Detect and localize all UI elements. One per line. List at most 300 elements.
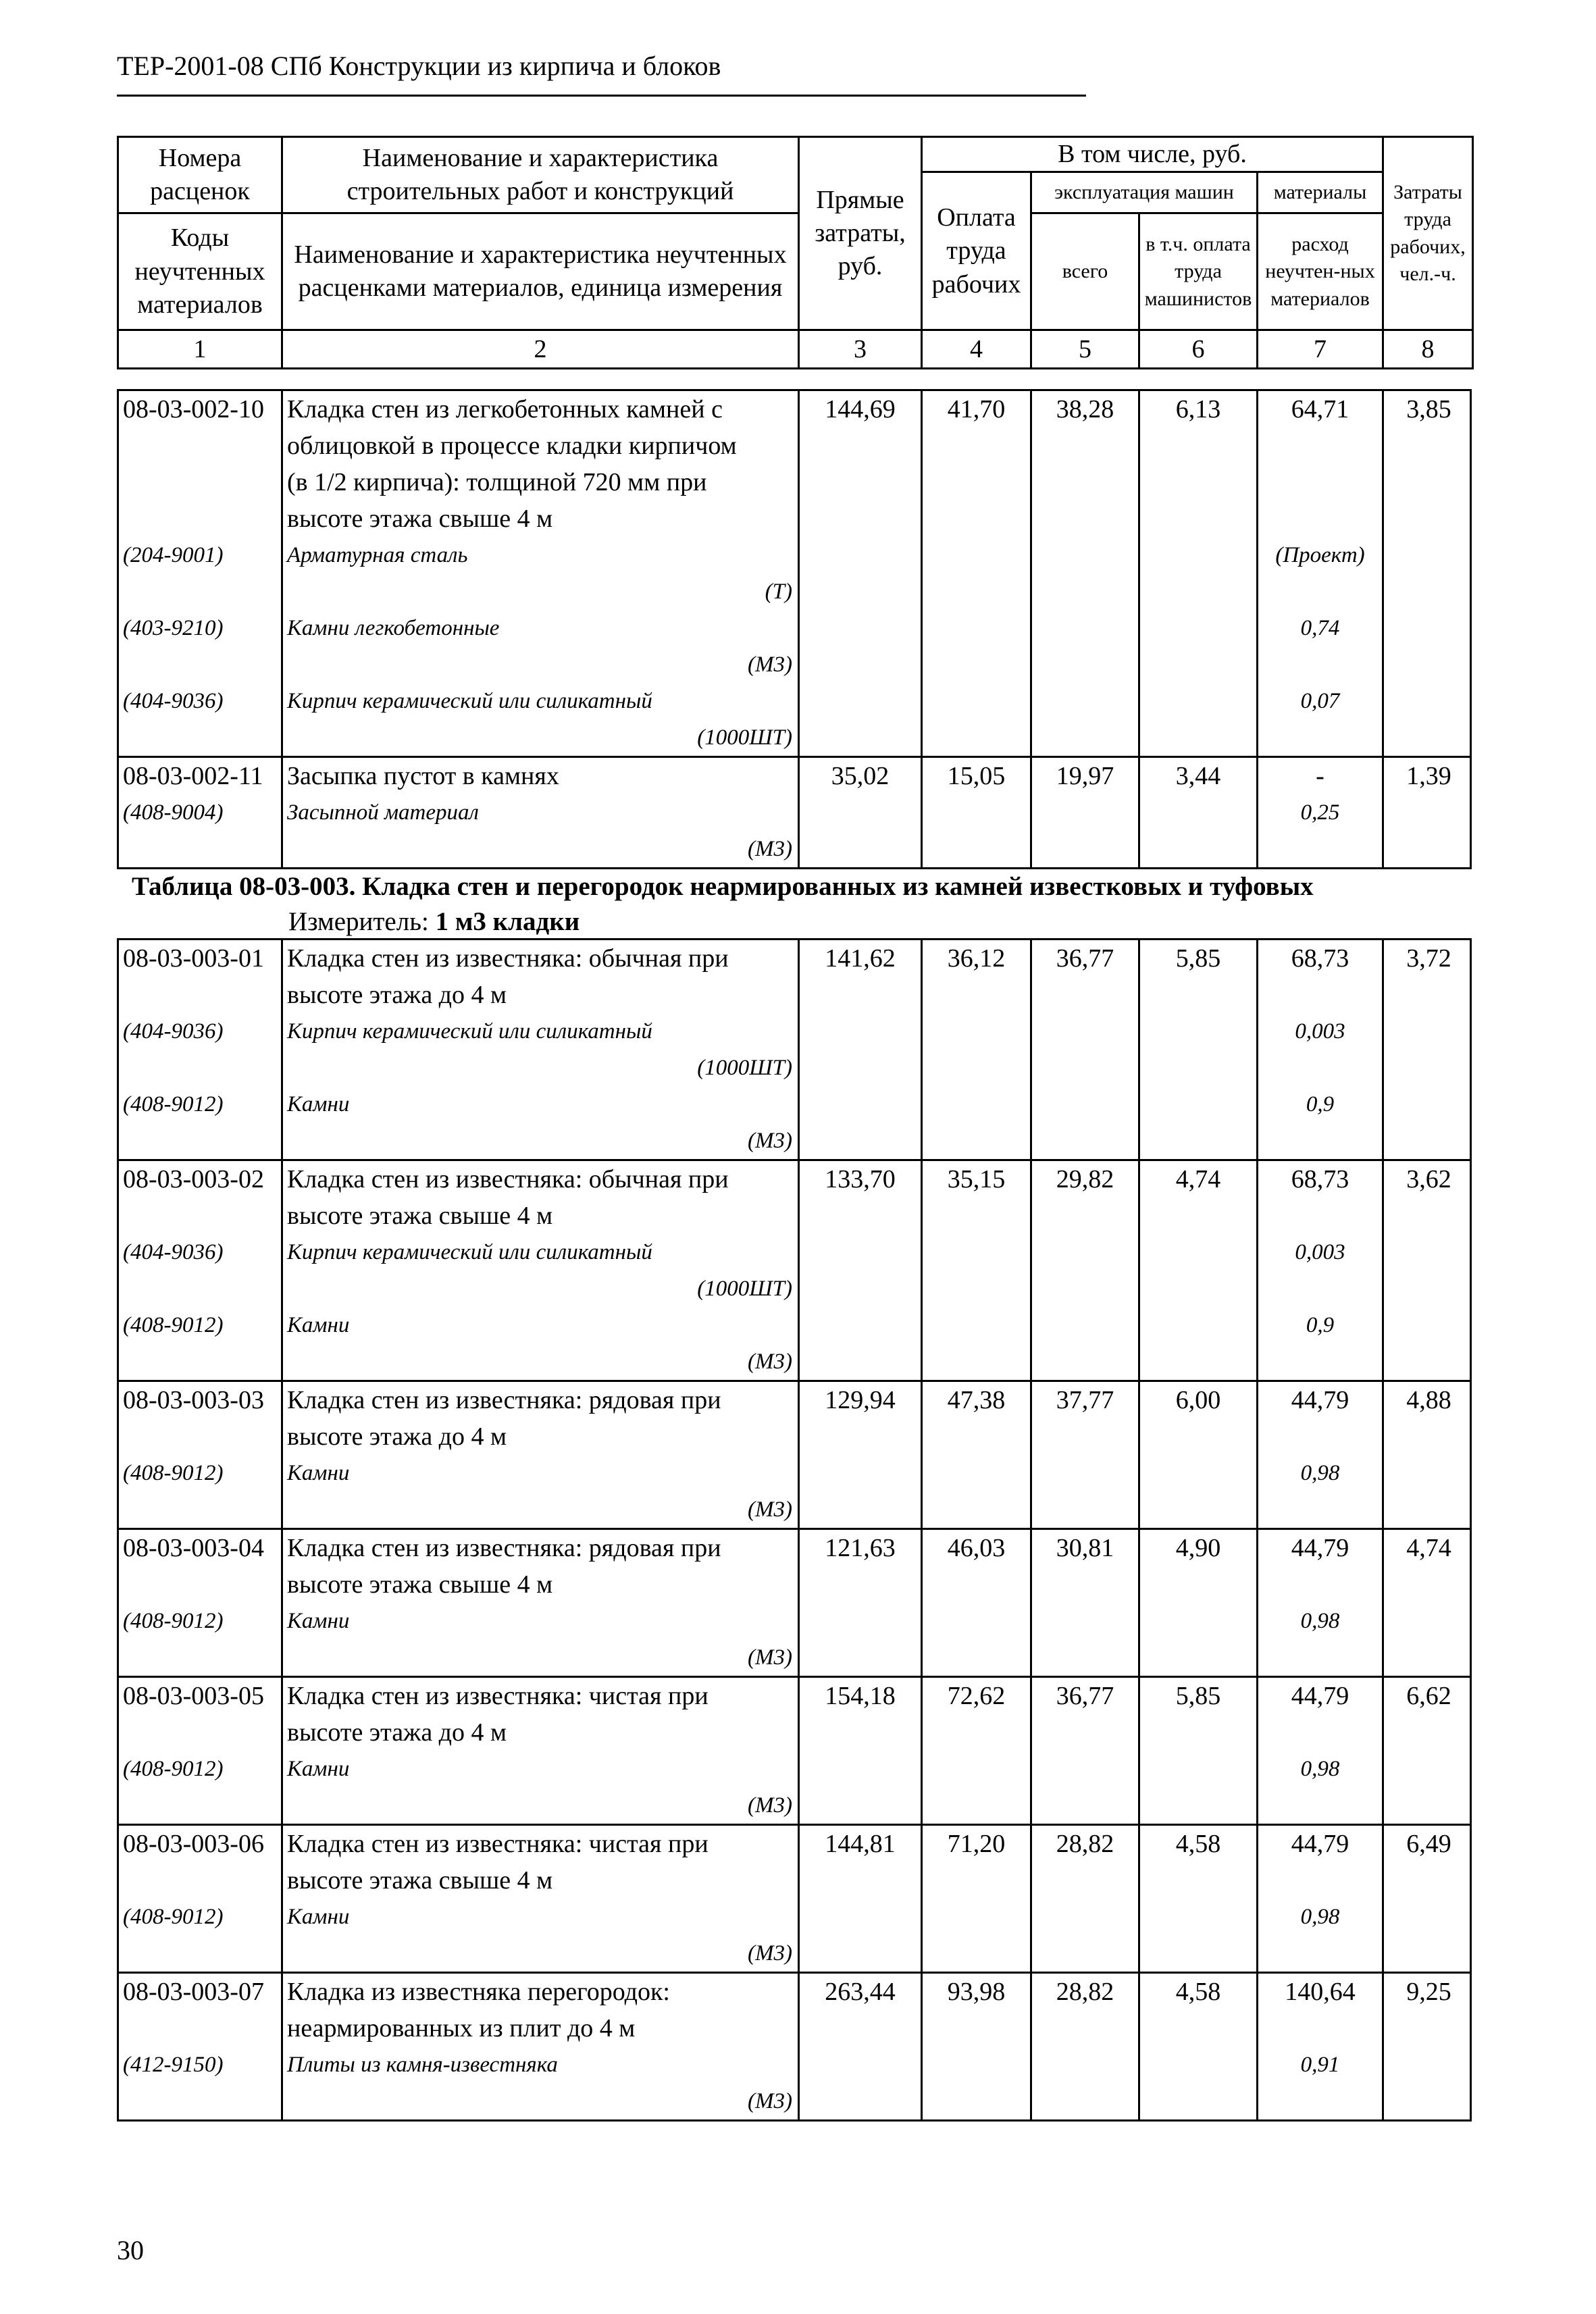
rate-code: 08-03-002-10 <box>119 391 283 428</box>
empty-cell <box>800 464 923 500</box>
work-description-line: Кладка стен из легкобетонных камней с <box>283 391 800 428</box>
material-name: Камни легкобетонные <box>283 610 800 646</box>
col-head-material-names: Наименование и характеристика неучтенных расценками материалов, единица измерения <box>282 213 799 330</box>
empty-cell <box>119 464 283 500</box>
empty-cell <box>1140 1935 1258 1972</box>
empty-cell <box>1258 2010 1384 2047</box>
empty-cell <box>800 977 923 1013</box>
empty-cell <box>1032 537 1140 573</box>
rate-value: 19,97 <box>1032 758 1140 794</box>
col-head-labor-hours: Затраты труда рабочих, чел.-ч. <box>1383 137 1473 330</box>
empty-cell <box>1258 464 1384 500</box>
empty-cell <box>800 2010 923 2047</box>
empty-cell <box>800 1566 923 1603</box>
work-description-line: Кладка стен из известняка: рядовая при <box>283 1530 800 1566</box>
empty-cell <box>1140 500 1258 537</box>
material-quantity: 0,74 <box>1258 610 1384 646</box>
empty-cell <box>800 1086 923 1123</box>
rate-value: 37,77 <box>1032 1382 1140 1418</box>
empty-cell <box>800 719 923 756</box>
rate-value: 44,79 <box>1258 1530 1384 1566</box>
empty-cell <box>800 1935 923 1972</box>
empty-cell <box>923 719 1032 756</box>
empty-cell <box>1140 1013 1258 1050</box>
empty-cell <box>923 1343 1032 1380</box>
measure-unit <box>288 906 580 937</box>
rate-code: 08-03-003-03 <box>119 1382 283 1418</box>
empty-cell <box>800 500 923 537</box>
rate-code: 08-03-003-05 <box>119 1678 283 1714</box>
rate-code: 08-03-003-04 <box>119 1530 283 1566</box>
material-name: Камни <box>283 1307 800 1343</box>
rate-value: 5,85 <box>1140 1678 1258 1714</box>
rate-entry <box>119 940 1470 1161</box>
empty-cell <box>1140 1455 1258 1491</box>
empty-cell <box>1384 1307 1474 1343</box>
material-quantity: 0,003 <box>1258 1234 1384 1270</box>
work-description-line: высоте этажа свыше 4 м <box>283 1566 800 1603</box>
rate-code: 08-03-003-01 <box>119 940 283 977</box>
empty-cell <box>1032 977 1140 1013</box>
empty-cell <box>1140 1307 1258 1343</box>
empty-cell <box>1384 428 1474 464</box>
empty-cell <box>1384 1198 1474 1234</box>
empty-cell <box>923 1862 1032 1899</box>
material-unit: (М3) <box>283 2083 800 2119</box>
work-description-line: Кладка стен из известняка: рядовая при <box>283 1382 800 1418</box>
empty-cell <box>1032 464 1140 500</box>
empty-cell <box>800 428 923 464</box>
rate-value: 140,64 <box>1258 1974 1384 2010</box>
rate-value: 141,62 <box>800 940 923 977</box>
empty-cell <box>1140 794 1258 831</box>
col-number: 2 <box>282 330 799 369</box>
col-head-material-usage: расход неучтен-ных материалов <box>1258 213 1383 330</box>
empty-cell <box>923 573 1032 610</box>
measure-label: Измеритель: <box>288 907 436 936</box>
empty-cell <box>800 1603 923 1639</box>
empty-cell <box>923 1603 1032 1639</box>
empty-cell <box>1140 2047 1258 2083</box>
empty-cell <box>1258 1418 1384 1455</box>
rate-entry <box>119 758 1470 867</box>
empty-cell <box>1384 1899 1474 1935</box>
material-code: (412-9150) <box>119 2047 283 2083</box>
empty-cell <box>800 1751 923 1787</box>
empty-cell <box>119 2010 283 2047</box>
empty-cell <box>1140 683 1258 719</box>
empty-cell <box>1032 610 1140 646</box>
empty-cell <box>1032 2047 1140 2083</box>
col-number: 7 <box>1258 330 1383 369</box>
empty-cell <box>1384 1050 1474 1086</box>
material-code: (408-9012) <box>119 1899 283 1935</box>
material-name: Арматурная сталь <box>283 537 800 573</box>
empty-cell <box>800 2083 923 2119</box>
empty-cell <box>923 1086 1032 1123</box>
material-unit: (М3) <box>283 1123 800 1159</box>
empty-cell <box>1032 1307 1140 1343</box>
empty-cell <box>1140 1270 1258 1307</box>
work-description-line: Кладка стен из известняка: чистая при <box>283 1678 800 1714</box>
empty-cell <box>1258 719 1384 756</box>
empty-cell <box>923 1566 1032 1603</box>
col-head-material-codes: Коды неучтенных материалов <box>118 213 282 330</box>
page-header-title: ТЕР-2001-08 СПб Конструкции из кирпича и блоков <box>117 51 721 81</box>
work-description-line: Кладка стен из известняка: чистая при <box>283 1826 800 1862</box>
empty-cell <box>1032 2083 1140 2119</box>
empty-cell <box>1032 1639 1140 1676</box>
material-unit: (М3) <box>283 1343 800 1380</box>
empty-cell <box>1140 2010 1258 2047</box>
empty-cell <box>1032 646 1140 683</box>
empty-cell <box>1032 1603 1140 1639</box>
empty-cell <box>1384 500 1474 537</box>
material-code: (408-9012) <box>119 1455 283 1491</box>
material-code: (403-9210) <box>119 610 283 646</box>
empty-cell <box>923 1899 1032 1935</box>
rate-value: 144,69 <box>800 391 923 428</box>
rate-value: 4,74 <box>1140 1161 1258 1198</box>
material-quantity: 0,003 <box>1258 1013 1384 1050</box>
empty-cell <box>1384 1013 1474 1050</box>
empty-cell <box>1140 1123 1258 1159</box>
rate-value: 3,44 <box>1140 758 1258 794</box>
empty-cell <box>1384 831 1474 867</box>
empty-cell <box>923 1491 1032 1528</box>
empty-cell <box>1384 1491 1474 1528</box>
empty-cell <box>1032 1935 1140 1972</box>
rates-table-part-1 <box>117 389 1472 869</box>
empty-cell <box>1140 831 1258 867</box>
material-quantity: 0,9 <box>1258 1307 1384 1343</box>
col-head-work-name: Наименование и характеристика строительных работ и конструкций <box>282 137 799 213</box>
material-code: (408-9012) <box>119 1751 283 1787</box>
empty-cell <box>923 1123 1032 1159</box>
empty-cell <box>1384 1862 1474 1899</box>
col-head-direct-costs: Прямые затраты, руб. <box>799 137 922 330</box>
empty-cell <box>1140 2083 1258 2119</box>
material-unit: (Т) <box>283 573 800 610</box>
empty-cell <box>1140 573 1258 610</box>
empty-cell <box>923 500 1032 537</box>
empty-cell <box>800 573 923 610</box>
col-head-including: В том числе, руб. <box>922 137 1383 172</box>
rate-value: 3,72 <box>1406 944 1451 973</box>
material-name: Плиты из камня-известняка <box>283 2047 800 2083</box>
empty-cell <box>1140 1787 1258 1824</box>
empty-cell <box>1140 646 1258 683</box>
rate-code: 08-03-002-11 <box>119 758 283 794</box>
empty-cell <box>800 1455 923 1491</box>
material-unit: (М3) <box>283 1787 800 1824</box>
empty-cell <box>800 831 923 867</box>
empty-cell <box>1384 1086 1474 1123</box>
material-unit: (М3) <box>283 1639 800 1676</box>
rate-value: 30,81 <box>1032 1530 1140 1566</box>
empty-cell <box>1384 1234 1474 1270</box>
empty-cell <box>800 1714 923 1751</box>
empty-cell <box>119 2083 283 2119</box>
empty-cell <box>1258 1935 1384 1972</box>
empty-cell <box>1384 719 1474 756</box>
rate-value: 64,71 <box>1258 391 1384 428</box>
material-quantity: 0,98 <box>1258 1751 1384 1787</box>
empty-cell <box>1384 1714 1474 1751</box>
work-description-line: высоте этажа до 4 м <box>283 977 800 1013</box>
empty-cell <box>1140 977 1258 1013</box>
empty-cell <box>1032 428 1140 464</box>
rate-code: 08-03-003-06 <box>119 1826 283 1862</box>
empty-cell <box>1384 1455 1474 1491</box>
rate-value: 9,25 <box>1406 1978 1451 2006</box>
rate-value: 263,44 <box>800 1974 923 2010</box>
rate-value: 4,58 <box>1140 1826 1258 1862</box>
material-code: (408-9012) <box>119 1086 283 1123</box>
column-numbers-row <box>118 330 1473 369</box>
empty-cell <box>119 1787 283 1824</box>
empty-cell <box>1032 500 1140 537</box>
work-description-line: Кладка стен из известняка: обычная при <box>283 1161 800 1198</box>
empty-cell <box>923 1787 1032 1824</box>
rate-value: 29,82 <box>1032 1161 1140 1198</box>
rate-value: 6,00 <box>1140 1382 1258 1418</box>
rate-value: 3,85 <box>1406 395 1451 423</box>
empty-cell <box>1258 1270 1384 1307</box>
material-name: Камни <box>283 1751 800 1787</box>
material-name: Засыпной материал <box>283 794 800 831</box>
rate-value: 36,12 <box>923 940 1032 977</box>
empty-cell <box>1258 2083 1384 2119</box>
empty-cell <box>1032 1270 1140 1307</box>
rate-entry <box>119 1826 1470 1974</box>
rate-value: 144,81 <box>800 1826 923 1862</box>
empty-cell <box>119 1862 283 1899</box>
material-unit: (М3) <box>283 646 800 683</box>
empty-cell <box>1032 1787 1140 1824</box>
work-description-line: Засыпка пустот в камнях <box>283 758 800 794</box>
empty-cell <box>923 2083 1032 2119</box>
empty-cell <box>923 977 1032 1013</box>
empty-cell <box>1384 1751 1474 1787</box>
empty-cell <box>1384 464 1474 500</box>
empty-cell <box>1258 1714 1384 1751</box>
header-rule <box>117 95 1086 97</box>
empty-cell <box>923 1455 1032 1491</box>
empty-cell <box>119 428 283 464</box>
empty-cell <box>119 500 283 537</box>
rate-code: 08-03-003-02 <box>119 1161 283 1198</box>
material-code: (404-9036) <box>119 683 283 719</box>
empty-cell <box>1384 573 1474 610</box>
rate-value: 68,73 <box>1258 1161 1384 1198</box>
col-head-machines-total: всего <box>1031 213 1139 330</box>
work-description-line: (в 1/2 кирпича): толщиной 720 мм при <box>283 464 800 500</box>
empty-cell <box>119 1418 283 1455</box>
empty-cell <box>1258 1123 1384 1159</box>
rate-value: 41,70 <box>923 391 1032 428</box>
empty-cell <box>1032 831 1140 867</box>
empty-cell <box>1032 1013 1140 1050</box>
empty-cell <box>1384 1787 1474 1824</box>
empty-cell <box>1258 1050 1384 1086</box>
material-quantity: 0,98 <box>1258 1603 1384 1639</box>
empty-cell <box>1140 1714 1258 1751</box>
empty-cell <box>1258 428 1384 464</box>
empty-cell <box>119 1714 283 1751</box>
empty-cell <box>1032 683 1140 719</box>
empty-cell <box>1032 1198 1140 1234</box>
empty-cell <box>1384 2083 1474 2119</box>
material-code: (408-9012) <box>119 1603 283 1639</box>
empty-cell <box>800 610 923 646</box>
rate-value: 71,20 <box>923 1826 1032 1862</box>
table-header <box>117 136 1474 369</box>
empty-cell <box>119 646 283 683</box>
empty-cell <box>1032 1899 1140 1935</box>
rate-value: 4,74 <box>1406 1534 1451 1562</box>
empty-cell <box>923 2047 1032 2083</box>
empty-cell <box>119 1123 283 1159</box>
empty-cell <box>800 1050 923 1086</box>
empty-cell <box>1140 1418 1258 1455</box>
rate-value: 28,82 <box>1032 1826 1140 1862</box>
empty-cell <box>119 719 283 756</box>
rate-value: 93,98 <box>923 1974 1032 2010</box>
empty-cell <box>800 1307 923 1343</box>
empty-cell <box>1032 1123 1140 1159</box>
empty-cell <box>800 537 923 573</box>
empty-cell <box>1032 1234 1140 1270</box>
material-quantity: 0,07 <box>1258 683 1384 719</box>
empty-cell <box>1140 1603 1258 1639</box>
empty-cell <box>1032 1751 1140 1787</box>
empty-cell <box>923 1307 1032 1343</box>
rate-value: 35,15 <box>923 1161 1032 1198</box>
empty-cell <box>923 1270 1032 1307</box>
material-unit: (М3) <box>283 1491 800 1528</box>
empty-cell <box>923 610 1032 646</box>
rate-value: 38,28 <box>1032 391 1140 428</box>
empty-cell <box>923 1639 1032 1676</box>
work-description-line: Кладка стен из известняка: обычная при <box>283 940 800 977</box>
material-code: (408-9004) <box>119 794 283 831</box>
empty-cell <box>1140 1234 1258 1270</box>
rate-value: 44,79 <box>1258 1678 1384 1714</box>
empty-cell <box>923 537 1032 573</box>
empty-cell <box>923 831 1032 867</box>
empty-cell <box>800 1343 923 1380</box>
empty-cell <box>800 2047 923 2083</box>
work-description-line: высоте этажа свыше 4 м <box>283 500 800 537</box>
rate-entry <box>119 1678 1470 1826</box>
empty-cell <box>119 1935 283 1972</box>
material-quantity: 0,98 <box>1258 1455 1384 1491</box>
material-name: Кирпич керамический или силикатный <box>283 683 800 719</box>
rate-value: 47,38 <box>923 1382 1032 1418</box>
measure-value: 1 м3 кладки <box>435 907 580 936</box>
material-name: Камни <box>283 1086 800 1123</box>
empty-cell <box>1258 1566 1384 1603</box>
rate-value: 133,70 <box>800 1161 923 1198</box>
empty-cell <box>1384 646 1474 683</box>
rate-value: 3,62 <box>1406 1165 1451 1193</box>
work-description-line: высоте этажа до 4 м <box>283 1418 800 1455</box>
work-description-line: высоте этажа до 4 м <box>283 1714 800 1751</box>
empty-cell <box>1140 1751 1258 1787</box>
material-name: Камни <box>283 1603 800 1639</box>
material-quantity: (Проект) <box>1258 537 1384 573</box>
empty-cell <box>1384 1935 1474 1972</box>
empty-cell <box>1258 1639 1384 1676</box>
rate-entry <box>119 391 1470 758</box>
empty-cell <box>1258 646 1384 683</box>
empty-cell <box>1032 719 1140 756</box>
rate-value: 46,03 <box>923 1530 1032 1566</box>
empty-cell <box>1384 2047 1474 2083</box>
table-caption: Таблица 08-03-003. Кладка стен и перегородок неармированных из камней известковых и туфовых <box>132 872 1314 901</box>
material-quantity: 0,9 <box>1258 1086 1384 1123</box>
empty-cell <box>1258 1787 1384 1824</box>
rate-value: 44,79 <box>1258 1382 1384 1418</box>
rate-entry <box>119 1382 1470 1530</box>
material-name: Камни <box>283 1899 800 1935</box>
empty-cell <box>1384 1123 1474 1159</box>
empty-cell <box>1032 573 1140 610</box>
rate-value: 44,79 <box>1258 1826 1384 1862</box>
empty-cell <box>923 794 1032 831</box>
material-code: (404-9036) <box>119 1234 283 1270</box>
rate-value: 6,62 <box>1406 1682 1451 1710</box>
empty-cell <box>1140 464 1258 500</box>
empty-cell <box>1258 500 1384 537</box>
material-unit: (1000ШТ) <box>283 719 800 756</box>
page-number: 30 <box>117 2235 144 2265</box>
material-code: (408-9012) <box>119 1307 283 1343</box>
rate-value: 1,39 <box>1406 762 1451 790</box>
rate-value: 36,77 <box>1032 940 1140 977</box>
empty-cell <box>119 1343 283 1380</box>
rate-value: 6,49 <box>1406 1830 1451 1858</box>
col-number: 1 <box>118 330 282 369</box>
rates-table-08-03-003 <box>117 938 1472 2122</box>
empty-cell <box>923 646 1032 683</box>
rate-code: 08-03-003-07 <box>119 1974 283 2010</box>
rate-entry <box>119 1161 1470 1382</box>
empty-cell <box>923 428 1032 464</box>
empty-cell <box>800 1491 923 1528</box>
empty-cell <box>1384 1270 1474 1307</box>
empty-cell <box>923 1198 1032 1234</box>
empty-cell <box>800 1418 923 1455</box>
material-name: Камни <box>283 1455 800 1491</box>
work-description-line: облицовкой в процессе кладки кирпичом <box>283 428 800 464</box>
rate-value: 6,13 <box>1140 391 1258 428</box>
empty-cell <box>1384 977 1474 1013</box>
material-name: Кирпич керамический или силикатный <box>283 1013 800 1050</box>
empty-cell <box>1140 719 1258 756</box>
material-quantity: 0,98 <box>1258 1899 1384 1935</box>
col-number: 4 <box>922 330 1031 369</box>
empty-cell <box>119 1270 283 1307</box>
empty-cell <box>800 794 923 831</box>
work-description-line: высоте этажа свыше 4 м <box>283 1862 800 1899</box>
rate-value: - <box>1258 758 1384 794</box>
empty-cell <box>1140 1899 1258 1935</box>
empty-cell <box>1032 1714 1140 1751</box>
empty-cell <box>1384 1603 1474 1639</box>
empty-cell <box>1384 1343 1474 1380</box>
